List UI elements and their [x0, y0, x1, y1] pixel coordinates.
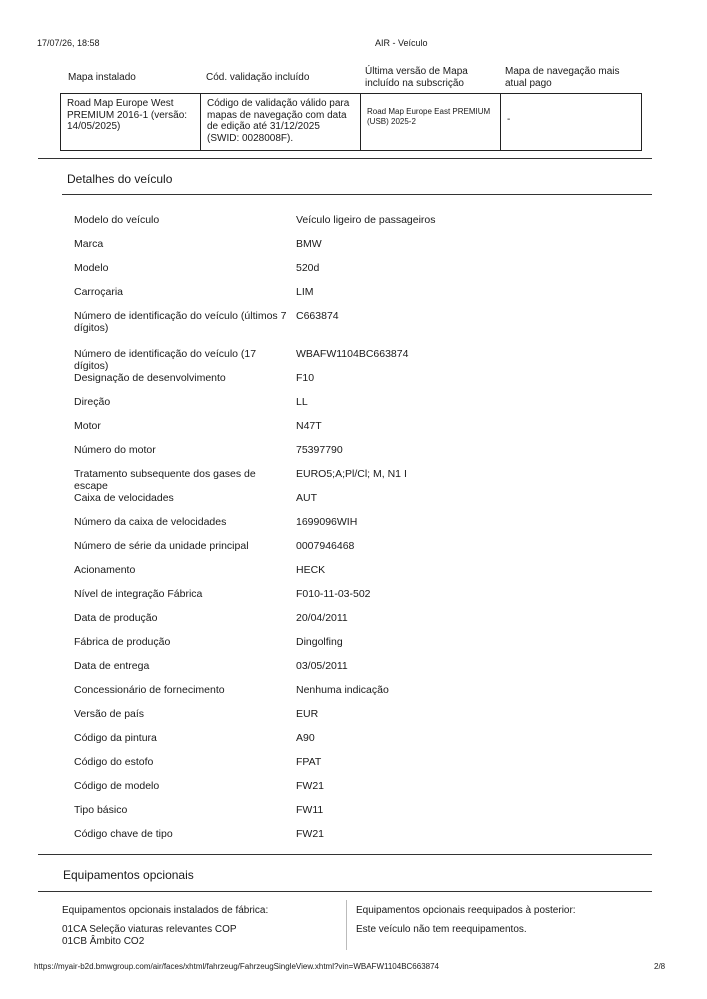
vehicle-detail-value: LL: [296, 396, 308, 408]
vehicle-detail-value: 0007946468: [296, 540, 355, 552]
vehicle-detail-value: BMW: [296, 238, 322, 250]
vehicle-detail-label: Modelo: [74, 262, 109, 274]
vehicle-detail-value: HECK: [296, 564, 326, 576]
vehicle-detail-value: FW11: [296, 804, 324, 816]
vehicle-detail-value: FPAT: [296, 756, 322, 768]
column-divider: [346, 900, 347, 950]
retrofit-equipment-text: Este veículo não tem reequipamentos.: [356, 924, 527, 935]
vehicle-detail-value: FW21: [296, 828, 325, 840]
header-validation-code: Cód. validação incluído: [206, 72, 310, 83]
vehicle-detail-label: Data de entrega: [74, 660, 150, 672]
vehicle-detail-label: Tipo básico: [74, 804, 128, 816]
vehicle-detail-value: 1699096WIH: [296, 516, 358, 528]
vehicle-details-title: Detalhes do veículo: [67, 172, 173, 186]
vehicle-detail-label: Número de identificação do veículo (17 dígitos): [74, 348, 257, 372]
vehicle-detail-label: Modelo do veículo: [74, 214, 160, 226]
header-latest-paid-map: Mapa de navegação mais atual pago: [505, 66, 620, 89]
vehicle-detail-value: F010-11-03-502: [296, 588, 371, 600]
vehicle-detail-value: F10: [296, 372, 315, 384]
section-divider: [38, 854, 652, 855]
vehicle-detail-value: 75397790: [296, 444, 343, 456]
factory-equipment-item: 01CB Âmbito CO2: [62, 936, 145, 947]
vehicle-detail-label: Nível de integração Fábrica: [74, 588, 203, 600]
cell-installed-map: Road Map Europe West PREMIUM 2016-1 (versão: 14/05/2025): [61, 94, 201, 150]
vehicle-detail-label: Código da pintura: [74, 732, 157, 744]
vehicle-detail-value: 03/05/2011: [296, 660, 348, 672]
cell-latest-paid-map: -: [507, 114, 511, 125]
vehicle-detail-label: Tratamento subsequente dos gases de escape: [74, 468, 256, 492]
vehicle-detail-value: N47T: [296, 420, 322, 432]
vehicle-detail-label: Número da caixa de velocidades: [74, 516, 227, 528]
vehicle-detail-value: Dingolfing: [296, 636, 343, 648]
vehicle-detail-value: 20/04/2011: [296, 612, 348, 624]
cell-latest-map-version: Road Map Europe East PREMIUM (USB) 2025-2: [361, 94, 501, 150]
vehicle-detail-label: Código de modelo: [74, 780, 160, 792]
optional-equipment-title: Equipamentos opcionais: [63, 868, 194, 882]
section-divider: [38, 158, 652, 159]
vehicle-detail-value: EUR: [296, 708, 319, 720]
factory-equipment-title: Equipamentos opcionais instalados de fábrica:: [62, 905, 269, 916]
vehicle-detail-value: Nenhuma indicação: [296, 684, 389, 696]
vehicle-detail-label: Motor: [74, 420, 101, 432]
vehicle-detail-label: Carroçaria: [74, 286, 124, 298]
section-divider: [62, 194, 652, 195]
vehicle-detail-label: Número de série da unidade principal: [74, 540, 249, 552]
vehicle-detail-label: Acionamento: [74, 564, 136, 576]
vehicle-detail-value: FW21: [296, 780, 325, 792]
vehicle-detail-label: Número de identificação do veículo (últimos 7 dígitos): [74, 310, 287, 334]
header-latest-map-version: Última versão de Mapa incluído na subscrição: [365, 66, 468, 89]
vehicle-detail-value: Veículo ligeiro de passageiros: [296, 214, 436, 226]
factory-equipment-item: 01CA Seleção viaturas relevantes COP: [62, 924, 237, 935]
document-title: AIR - Veículo: [375, 38, 428, 48]
vehicle-detail-label: Número do motor: [74, 444, 156, 456]
vehicle-detail-value: C663874: [296, 310, 339, 322]
vehicle-detail-label: Data de produção: [74, 612, 158, 624]
vehicle-detail-value: EURO5;A;Pl/Cl; M, N1 I: [296, 468, 407, 480]
footer-url: https://myair-b2d.bmwgroup.com/air/faces/xhtml/fahrzeug/FahrzeugSingleView.xhtml?vin=WBAFW1104BC663874: [34, 962, 440, 971]
vehicle-detail-label: Fábrica de produção: [74, 636, 171, 648]
header-installed-map: Mapa instalado: [68, 72, 136, 83]
vehicle-detail-label: Caixa de velocidades: [74, 492, 174, 504]
vehicle-detail-value: 520d: [296, 262, 320, 274]
vehicle-detail-value: WBAFW1104BC663874: [296, 348, 409, 360]
vehicle-detail-label: Concessionário de fornecimento: [74, 684, 225, 696]
vehicle-detail-value: LIM: [296, 286, 314, 298]
retrofit-equipment-title: Equipamentos opcionais reequipados à posterior:: [356, 905, 576, 916]
navigation-map-row: [60, 93, 642, 151]
print-date: 17/07/26, 18:58: [37, 38, 100, 48]
vehicle-detail-label: Marca: [74, 238, 104, 250]
page-number: 2/8: [654, 962, 666, 971]
vehicle-detail-value: A90: [296, 732, 315, 744]
vehicle-detail-label: Direção: [74, 396, 111, 408]
vehicle-detail-value: AUT: [296, 492, 317, 504]
vehicle-detail-label: Versão de país: [74, 708, 145, 720]
vehicle-detail-label: Código do estofo: [74, 756, 154, 768]
cell-validation-code: Código de validação válido para mapas de navegação com data de edição até 31/12/2025 (SWID: 0028008F).: [201, 94, 361, 150]
vehicle-detail-label: Designação de desenvolvimento: [74, 372, 226, 384]
section-divider: [38, 891, 652, 892]
vehicle-detail-label: Código chave de tipo: [74, 828, 173, 840]
